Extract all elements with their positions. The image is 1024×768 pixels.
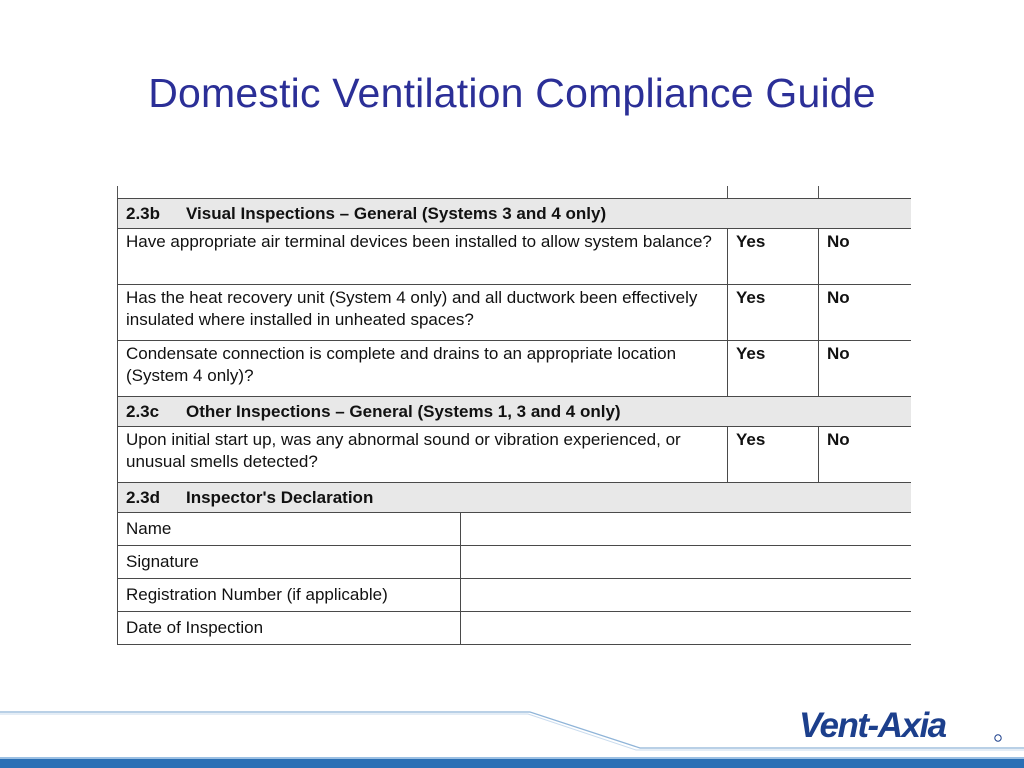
- no-option: No: [819, 229, 912, 285]
- logo-wordmark: Vent-Axia: [799, 706, 946, 745]
- cropped-divider: [727, 186, 728, 198]
- section-number: 2.3b: [126, 203, 161, 223]
- slide-title: Domestic Ventilation Compliance Guide: [148, 70, 876, 116]
- field-label: Name: [118, 513, 461, 546]
- field-label: Registration Number (if applicable): [118, 579, 461, 612]
- field-value: [461, 612, 912, 645]
- question-row: [118, 427, 912, 483]
- question-text: Upon initial start up, was any abnormal sound or vibration experienced, or unusual smells detected?: [118, 427, 728, 483]
- section-header: [118, 199, 912, 229]
- section-heading: Visual Inspections – General (Systems 3 and 4 only): [186, 203, 607, 223]
- yes-option: Yes: [728, 427, 819, 483]
- registered-mark-icon: [995, 735, 1001, 741]
- section-number: 2.3d: [126, 487, 161, 507]
- section-header: [118, 483, 912, 513]
- section-heading: Other Inspections – General (Systems 1, 3 and 4 only): [186, 401, 621, 421]
- footer-bar-highlight: [0, 757, 1024, 759]
- field-value: [461, 546, 912, 579]
- declaration-row: [118, 513, 912, 546]
- section-header-row: [118, 397, 912, 427]
- question-row: [118, 285, 912, 341]
- form-table-image: [117, 186, 911, 671]
- footer-bar: [0, 759, 1024, 768]
- compliance-form-table: [117, 198, 911, 645]
- declaration-row: [118, 579, 912, 612]
- section-header: [118, 397, 912, 427]
- yes-option: Yes: [728, 285, 819, 341]
- declaration-row: [118, 612, 912, 645]
- cropped-previous-row: [117, 186, 911, 198]
- no-option: No: [819, 427, 912, 483]
- field-label: Date of Inspection: [118, 612, 461, 645]
- field-value: [461, 513, 912, 546]
- question-row: [118, 229, 912, 285]
- question-text: Have appropriate air terminal devices been installed to allow system balance?: [118, 229, 728, 285]
- question-text: Has the heat recovery unit (System 4 only) and all ductwork been effectively insulated where installed in unheated spaces?: [118, 285, 728, 341]
- section-number: 2.3c: [126, 401, 160, 421]
- section-header-row: [118, 483, 912, 513]
- field-value: [461, 579, 912, 612]
- section-heading: Inspector's Declaration: [186, 487, 374, 507]
- question-row: [118, 341, 912, 397]
- no-option: No: [819, 341, 912, 397]
- declaration-row: [118, 546, 912, 579]
- vent-axia-logo: [797, 700, 1007, 748]
- no-option: No: [819, 285, 912, 341]
- section-header-row: [118, 199, 912, 229]
- yes-option: Yes: [728, 341, 819, 397]
- yes-option: Yes: [728, 229, 819, 285]
- question-text: Condensate connection is complete and drains to an appropriate location (System 4 only)?: [118, 341, 728, 397]
- field-label: Signature: [118, 546, 461, 579]
- cropped-divider: [818, 186, 819, 198]
